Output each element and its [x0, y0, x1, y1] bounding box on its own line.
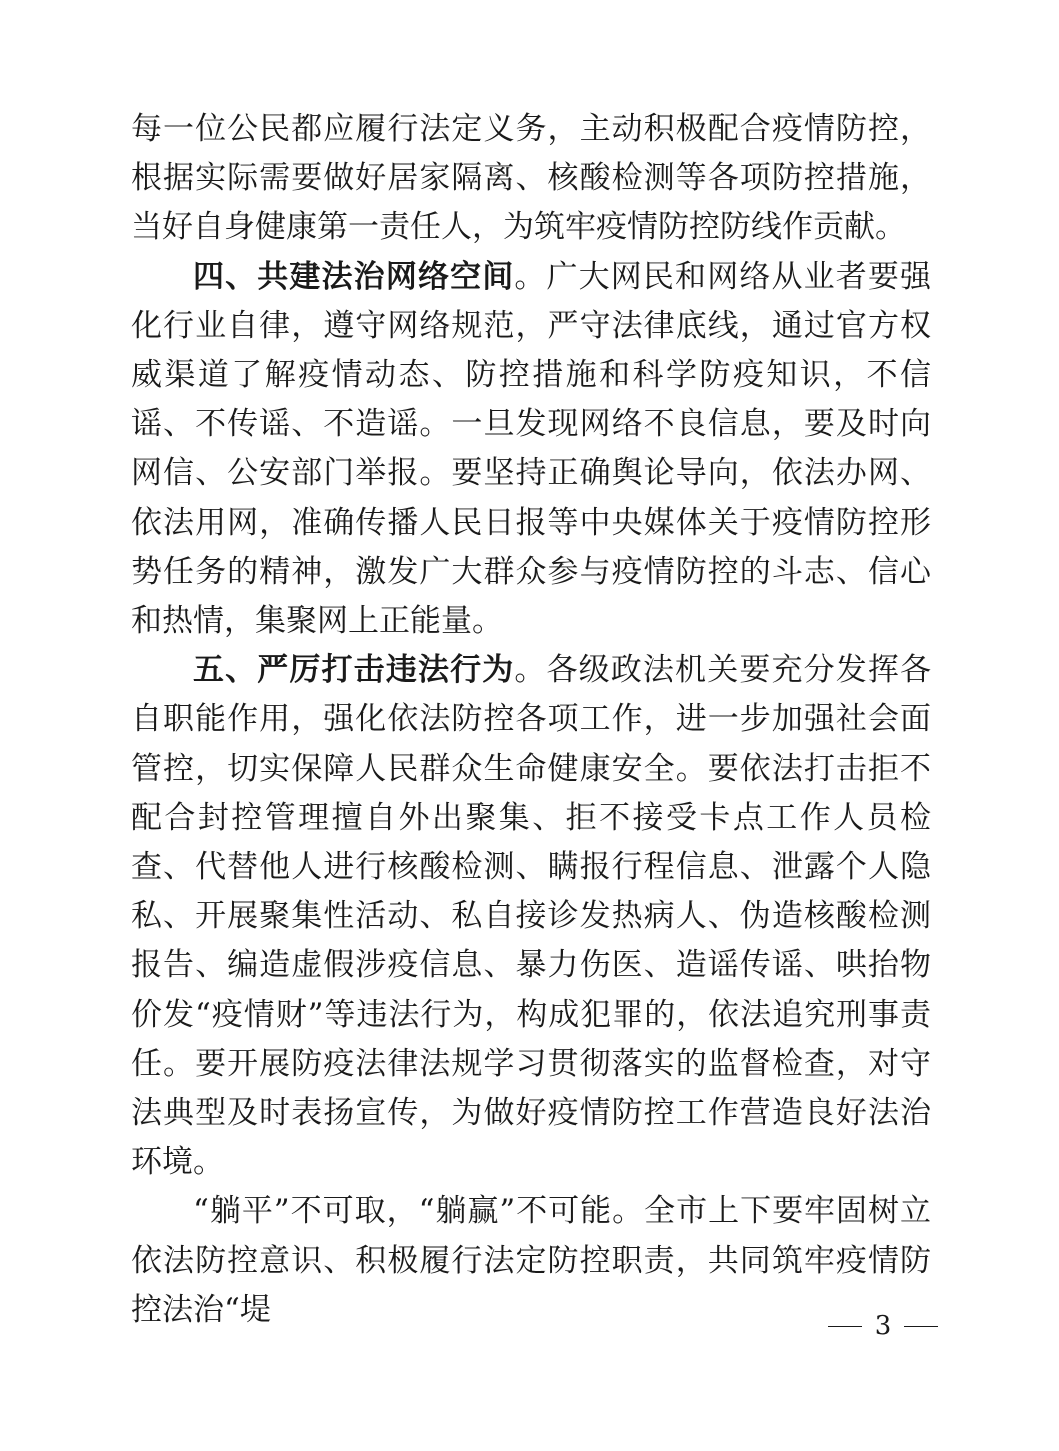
- paragraph-section-four: [131, 253, 931, 647]
- page-number: [828, 1306, 938, 1346]
- paragraph-text: 每一位公民都应履行法定义务，主动积极配合疫情防控，根据实际需要做好居家隔离、核酸检测等各项防控措施，当好自身健康第一责任人，为筑牢疫情防控防线作贡献。: [131, 111, 931, 246]
- body-text: [131, 105, 931, 1335]
- section-heading-five: 五、严厉打击违法行为: [193, 652, 515, 689]
- paragraph-text: 。广大网民和网络从业者要强化行业自律，遵守网络规范，严守法律底线，通过官方权威渠道了解疫情动态、防控措施和科学防疫知识，不信谣、不传谣、不造谣。一旦发现网络不良信息，要及时向网信、公安部门举报。要坚持正确舆论导向，依法办网、依法用网，准确传播人民日报等中央媒体关于疫情防控形势任务的精神，激发广大群众参与疫情防控的斗志、信心和热情，集聚网上正能量。: [131, 258, 932, 640]
- section-heading-four: 四、共建法治网络空间: [193, 258, 515, 295]
- paragraph-section-five: [131, 646, 931, 1187]
- page-number-right-dash: [904, 1326, 938, 1327]
- paragraph-text: “躺平”不可取，“躺赢”不可能。全市上下要牢固树立依法防控意识、积极履行法定防控职责，共同筑牢疫情防控法治“堤: [131, 1193, 931, 1328]
- paragraph-closing: [131, 1187, 931, 1335]
- page-number-value: 3: [874, 1311, 892, 1341]
- page-number-left-dash: [828, 1326, 862, 1327]
- paragraph-text: 。各级政法机关要充分发挥各自职能作用，强化依法防控各项工作，进一步加强社会面管控，切实保障人民群众生命健康安全。要依法打击拒不配合封控管理擅自外出聚集、拒不接受卡点工作人员检查、代替他人进行核酸检测、瞒报行程信息、泄露个人隐私、开展聚集性活动、私自接诊发热病人、伪造核酸检测报告、编造虚假涉疫信息、暴力伤医、造谣传谣、哄抬物价发“疫情财”等违法行为，构成犯罪的，依法追究刑事责任。要开展防疫法律法规学习贯彻落实的监督检查，对守法典型及时表扬宣传，为做好疫情防控工作营造良好法治环境。: [131, 652, 932, 1181]
- paragraph-continuation: [131, 105, 931, 253]
